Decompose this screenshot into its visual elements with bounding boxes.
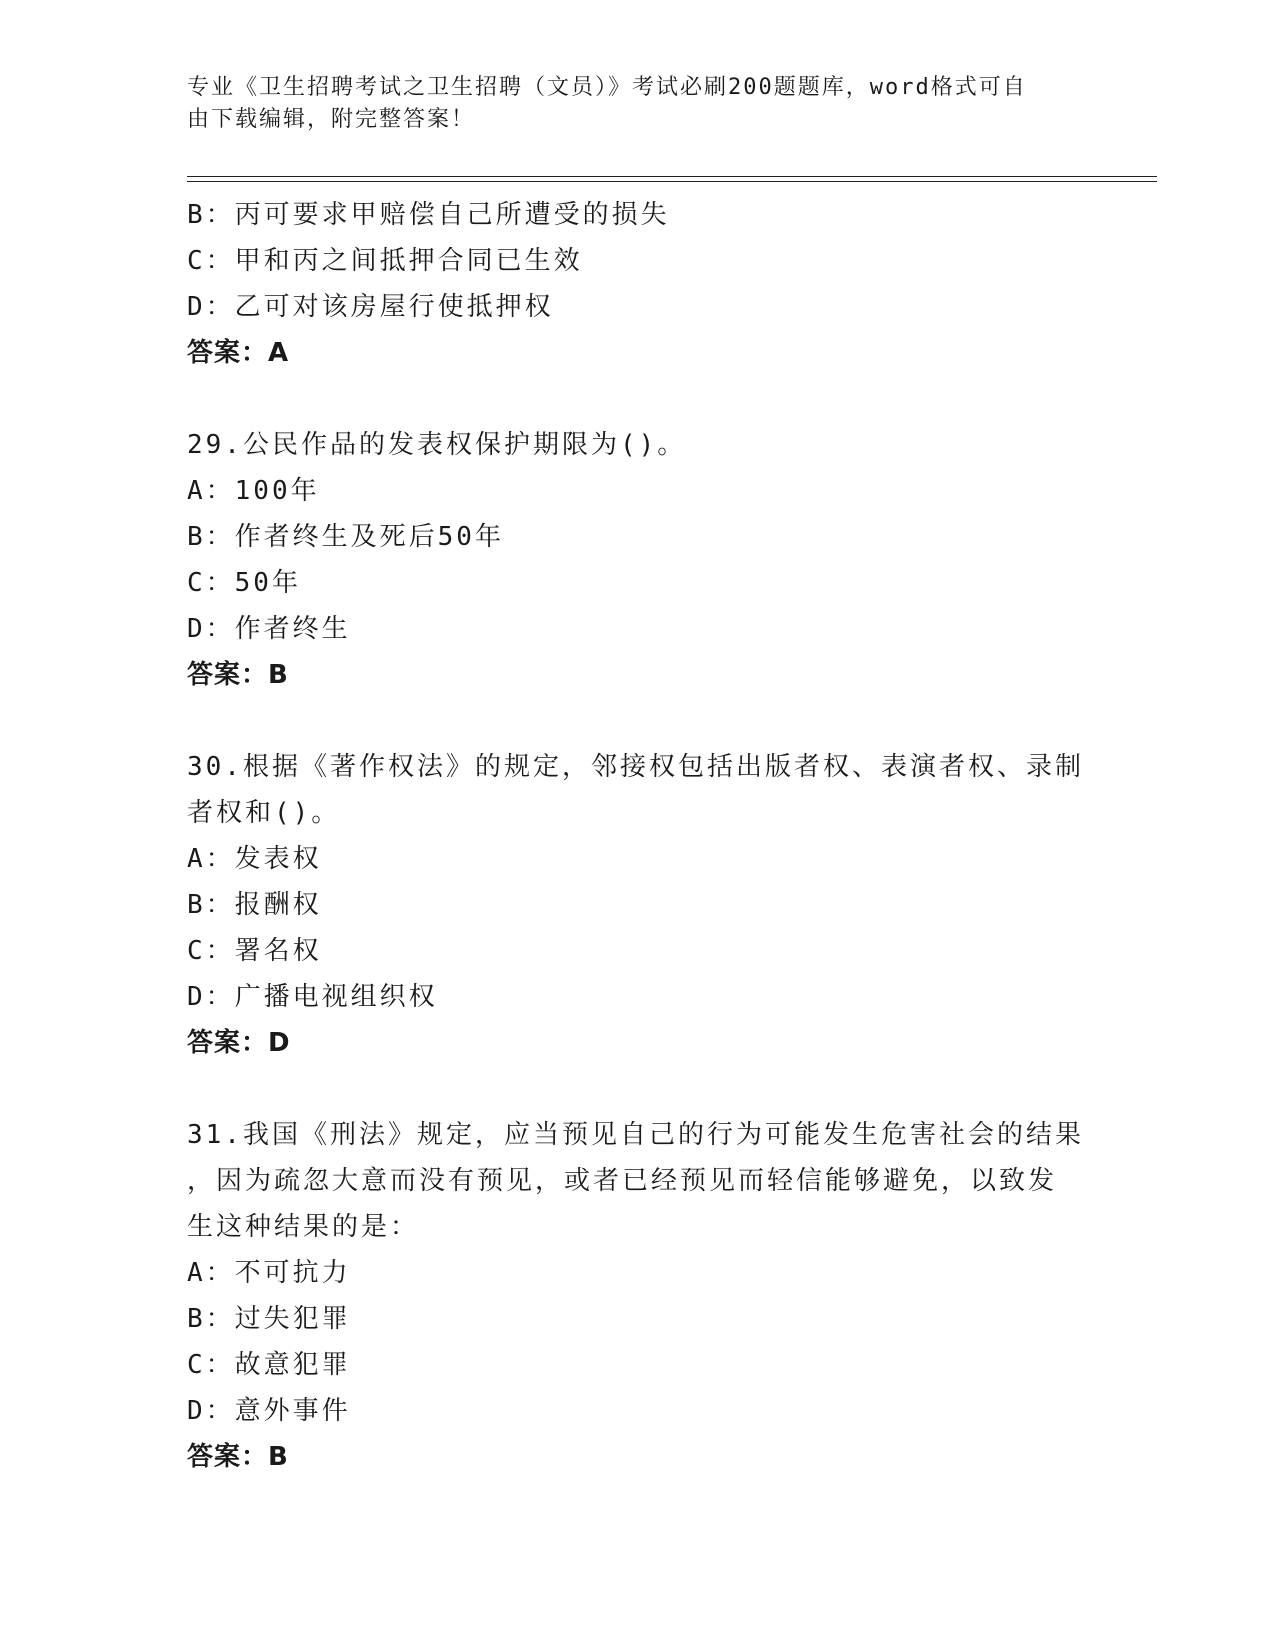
option-a: A：发表权 — [187, 844, 322, 874]
spacer — [187, 698, 1087, 744]
question-29 — [187, 422, 1087, 698]
question-31 — [187, 1112, 1087, 1480]
question-stem: 29.公民作品的发表权保护期限为()。 — [187, 430, 687, 460]
option-d: D：意外事件 — [187, 1396, 351, 1426]
option-c: C：50年 — [187, 568, 301, 598]
answer: 答案：A — [187, 338, 290, 368]
option-a: A：不可抗力 — [187, 1258, 351, 1288]
question-stem-line-1: 30.根据《著作权法》的规定，邻接权包括出版者权、表演者权、录制 — [187, 752, 1084, 782]
option-b: B：丙可要求甲赔偿自己所遭受的损失 — [187, 200, 670, 230]
header-rule-top — [187, 176, 1157, 177]
option-a: A：100年 — [187, 476, 320, 506]
option-c: C：甲和丙之间抵押合同已生效 — [187, 246, 583, 276]
option-b: B：作者终生及死后50年 — [187, 522, 504, 552]
option-d: D：作者终生 — [187, 614, 351, 644]
header-line-1: 专业《卫生招聘考试之卫生招聘（文员）》考试必刷200题题库，word格式可自 — [187, 75, 1027, 100]
question-stem-line-1: 31.我国《刑法》规定，应当预见自己的行为可能发生危害社会的结果 — [187, 1120, 1084, 1150]
header-rule-bottom — [187, 181, 1157, 182]
document-header — [187, 72, 1067, 136]
option-c: C：署名权 — [187, 936, 322, 966]
header-line-2: 由下载编辑，附完整答案！ — [187, 107, 476, 132]
question-stem-line-2: 者权和()。 — [187, 798, 341, 828]
question-stem-line-3: 生这种结果的是： — [187, 1212, 420, 1242]
question-30 — [187, 744, 1087, 1066]
answer: 答案：D — [187, 1028, 291, 1058]
option-b: B：过失犯罪 — [187, 1304, 351, 1334]
option-d: D：广播电视组织权 — [187, 982, 438, 1012]
question-28 — [187, 192, 1087, 376]
answer: 答案：B — [187, 660, 289, 690]
question-list — [187, 192, 1087, 1480]
option-d: D：乙可对该房屋行使抵押权 — [187, 292, 554, 322]
answer: 答案：B — [187, 1442, 289, 1472]
spacer — [187, 376, 1087, 422]
option-c: C：故意犯罪 — [187, 1350, 351, 1380]
option-b: B：报酬权 — [187, 890, 322, 920]
question-stem-line-2: ，因为疏忽大意而没有预见，或者已经预见而轻信能够避免，以致发 — [187, 1166, 1058, 1196]
spacer — [187, 1066, 1087, 1112]
